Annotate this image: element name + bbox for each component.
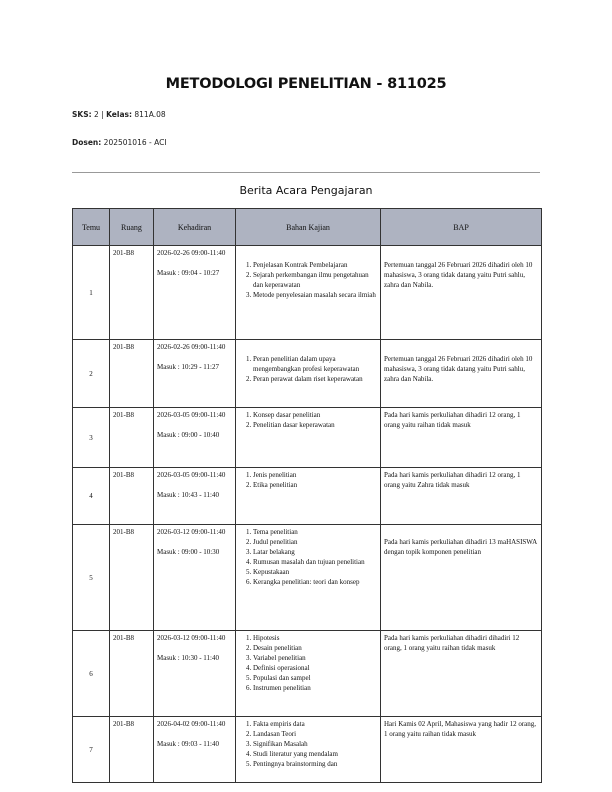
cell-bahan-kajian [236,717,381,783]
cell-temu: 4 [73,468,110,525]
schedule-time: 2026-02-26 09:00-11:40 [157,343,226,351]
cell-bahan-kajian [236,468,381,525]
table-row [73,340,542,408]
list-item: 1. Tema penelitian [253,527,377,537]
table-row [73,468,542,525]
cell-bap [381,340,542,408]
attendance-time: Masuk : 09:03 - 11:40 [157,740,219,748]
attendance-time: Masuk : 09:00 - 10:30 [157,548,220,556]
list-item: 5. Populasi dan sampel [253,673,377,683]
cell-bap [381,408,542,468]
cell-kehadiran [154,408,236,468]
cell-bahan-kajian [236,408,381,468]
cell-temu: 6 [73,631,110,717]
cell-temu: 3 [73,408,110,468]
list-item: 3. Variabel penelitian [253,653,377,663]
header-temu: Temu [73,209,110,246]
cell-kehadiran [154,717,236,783]
kelas-value: 811A.08 [134,110,166,119]
document-title: METODOLOGI PENELITIAN - 811025 [165,76,447,92]
bap-text: Pertemuan tanggal 26 Februari 2026 dihadiri oleh 10 mahasiswa, 3 orang tidak datang yaitu Putri sahlu, zahra dan Nabila. [384,261,533,289]
list-item: 5. Kepustakaan [253,567,377,577]
bap-text: Hari Kamis 02 April, Mahasiswa yang hadir 12 orang, 1 orang yaitu raihan tidak masuk [384,720,537,738]
table-row [73,246,542,340]
topic-list [239,719,377,769]
list-item: 2. Landasan Teori [253,729,377,739]
attendance-time: Masuk : 09:04 - 10:27 [157,269,220,277]
schedule-time: 2026-03-05 09:00-11:40 [157,471,226,479]
list-item: 1. Jenis penelitian [253,470,377,480]
list-item: 3. Signifikan Masalah [253,739,377,749]
dosen-label: Dosen: [72,138,102,147]
bap-text: Pertemuan tanggal 26 Februari 2026 dihadiri oleh 10 mahasiswa, 3 orang tidak datang yaitu Putri sahlu, zahra dan Nabila. [384,355,533,383]
cell-ruang: 201-B8 [110,468,154,525]
cell-bahan-kajian [236,340,381,408]
dosen-value: 202501016 - ACI [103,138,167,147]
cell-bap [381,246,542,340]
sks-label: SKS: [72,110,92,119]
list-item: 2. Etika penelitian [253,480,377,490]
dosen-line [72,138,167,147]
cell-bap [381,717,542,783]
table-header-row [73,209,542,246]
list-item: 1. Konsep dasar penelitian [253,410,377,420]
header-bap: BAP [381,209,542,246]
list-item: 2. Penelitian dasar keperawatan [253,420,377,430]
cell-temu: 2 [73,340,110,408]
list-item: 4. Rumusan masalah dan tujuan penelitian [253,557,377,567]
topic-list [239,410,377,430]
cell-temu: 5 [73,525,110,631]
list-item: 3. Latar belakang [253,547,377,557]
bap-text: Pada hari kamis perkuliahan dihadiri 12 orang, 1 orang yaitu Zahra tidak masuk [384,471,521,489]
section-title: Berita Acara Pengajaran [239,184,373,197]
bap-table [72,208,542,783]
attendance-time: Masuk : 10:29 - 11:27 [157,363,219,371]
header-kehadiran: Kehadiran [154,209,236,246]
schedule-time: 2026-03-12 09:00-11:40 [157,634,226,642]
divider [72,172,540,173]
list-item: 2. Sejarah perkembangan ilmu pengetahuan dan keperawatan [253,270,377,290]
table-row [73,717,542,783]
cell-ruang: 201-B8 [110,246,154,340]
bap-text: Pada hari kamis perkuliahan dihadiri dihadiri 12 orang, 1 orang yaitu raihan tidak masuk [384,634,520,652]
cell-kehadiran [154,340,236,408]
cell-ruang: 201-B8 [110,631,154,717]
cell-bap [381,525,542,631]
attendance-time: Masuk : 09:00 - 10:40 [157,431,220,439]
list-item: 4. Studi literatur yang mendalam [253,749,377,759]
table-row [73,525,542,631]
cell-bahan-kajian [236,631,381,717]
table-row [73,631,542,717]
schedule-time: 2026-02-26 09:00-11:40 [157,249,226,257]
cell-kehadiran [154,246,236,340]
sks-kelas-line [72,110,166,119]
attendance-time: Masuk : 10:30 - 11:40 [157,654,219,662]
kelas-label: Kelas: [106,110,132,119]
table-row [73,408,542,468]
cell-bahan-kajian [236,525,381,631]
list-item: 2. Judul penelitian [253,537,377,547]
list-item: 6. Instrumen penelitian [253,683,377,693]
cell-kehadiran [154,468,236,525]
bap-text: Pada hari kamis perkuliahan dihadiri 12 orang, 1 orang yaitu raihan tidak masuk [384,411,521,429]
topic-list [239,470,377,490]
topic-list [239,354,377,384]
list-item: 1. Fakta empiris data [253,719,377,729]
schedule-time: 2026-03-05 09:00-11:40 [157,411,226,419]
header-bahan-kajian: Bahan Kajian [236,209,381,246]
list-item: 4. Definisi operasional [253,663,377,673]
cell-ruang: 201-B8 [110,525,154,631]
cell-bahan-kajian [236,246,381,340]
list-item: 6. Kerangka penelitian: teori dan konsep [253,577,377,587]
cell-kehadiran [154,525,236,631]
list-item: 5. Pentingnya brainstorming dan [253,759,377,769]
bap-text: Pada hari kamis perkuliahan dihadiri 13 maHASISWA dengan topik komponen penelitian [384,538,537,556]
list-item: 1. Penjelasan Kontrak Pembelajaran [253,260,377,270]
topic-list [239,633,377,693]
cell-bap [381,631,542,717]
header-ruang: Ruang [110,209,154,246]
cell-ruang: 201-B8 [110,717,154,783]
cell-temu: 1 [73,246,110,340]
list-item: 2. Desain penelitian [253,643,377,653]
schedule-time: 2026-03-12 09:00-11:40 [157,528,226,536]
sks-value: 2 [94,110,99,119]
separator: | [101,110,104,119]
cell-bap [381,468,542,525]
topic-list [239,260,377,300]
cell-temu: 7 [73,717,110,783]
list-item: 1. Hipotesis [253,633,377,643]
cell-ruang: 201-B8 [110,408,154,468]
schedule-time: 2026-04-02 09:00-11:40 [157,720,226,728]
list-item: 2. Peran perawat dalam riset keperawatan [253,374,377,384]
list-item: 1. Peran penelitian dalam upaya mengembangkan profesi keperawatan [253,354,377,374]
cell-kehadiran [154,631,236,717]
topic-list [239,527,377,587]
cell-ruang: 201-B8 [110,340,154,408]
list-item: 3. Metode penyelesaian masalah secara ilmiah [253,290,377,300]
attendance-time: Masuk : 10:43 - 11:40 [157,491,219,499]
